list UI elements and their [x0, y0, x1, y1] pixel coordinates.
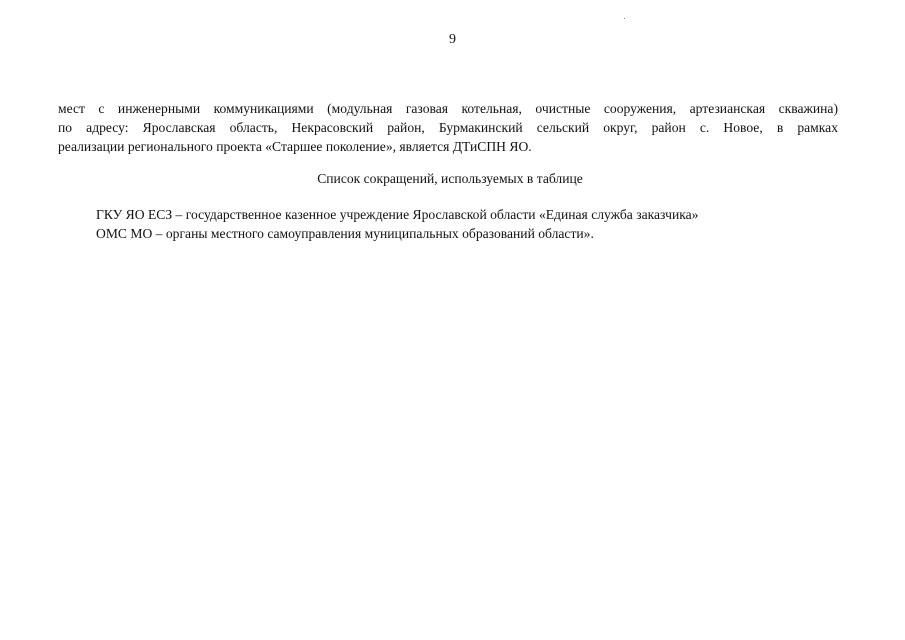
paragraph-line: по адресу: Ярославская область, Некрасовский район, Бурмакинский сельский округ, район с. Новое, в рамках — [58, 120, 838, 135]
paragraph-line: мест с инженерными коммуникациями (модульная газовая котельная, очистные сооружения, артезианская скважина) — [58, 101, 838, 116]
abbreviations-heading: Список сокращений, используемых в таблице — [317, 171, 583, 186]
abbreviation-item-oms: ОМС МО – органы местного самоуправления муниципальных образований области». — [96, 226, 594, 241]
body-paragraph — [58, 99, 838, 156]
paragraph-line: реализации регионального проекта «Старшее поколение», является ДТиСПН ЯО. — [58, 139, 532, 154]
abbreviations-list — [96, 205, 856, 243]
abbreviation-item-gku: ГКУ ЯО ЕСЗ – государственное казенное учреждение Ярославской области «Единая служба заказчика» — [96, 207, 699, 222]
page-number: 9 — [449, 32, 456, 47]
scan-speck — [624, 18, 625, 19]
